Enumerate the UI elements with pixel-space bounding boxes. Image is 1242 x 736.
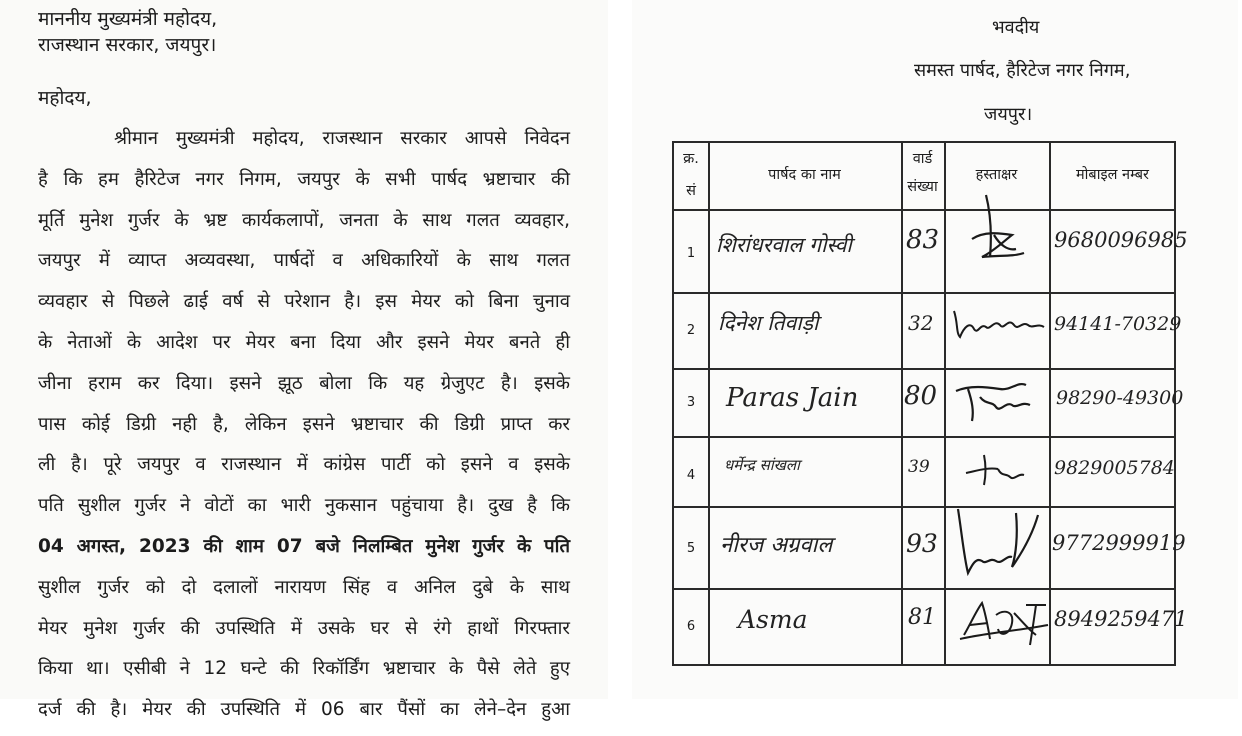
row-2-ward: 32 xyxy=(908,311,934,335)
row-4-mobile: 9829005784 xyxy=(1054,457,1175,479)
salutation: महोदय, xyxy=(38,87,92,109)
header-sn xyxy=(674,149,708,201)
closing-line-1: भवदीय xyxy=(992,17,1040,38)
address-line-2: राजस्थान सरकार, जयपुर। xyxy=(38,34,217,56)
header-mobile: मोबाइल नम्बर xyxy=(1076,167,1149,183)
councillor-table xyxy=(672,141,1188,666)
row-6-sn: 6 xyxy=(686,619,696,634)
row-4-ward: 39 xyxy=(908,457,930,477)
row-6-name: Asma xyxy=(738,605,808,634)
row-1-name: शिरांधरवाल गोस्वी xyxy=(716,233,852,257)
row-3-sn: 3 xyxy=(686,395,696,410)
row-1-sn: 1 xyxy=(686,246,696,261)
row-5-ward: 93 xyxy=(906,529,938,558)
header-sn-top: क्र. xyxy=(683,151,699,167)
body-line: है कि हम हैरिटेज नगर निगम, जयपुर के सभी पार्षद भ्रष्टाचार की xyxy=(38,168,570,190)
closing-line-3: जयपुर। xyxy=(984,104,1033,125)
header-sn-bottom: सं xyxy=(686,183,696,199)
row-1-mobile: 9680096985 xyxy=(1054,228,1188,252)
body-line: श्रीमान मुख्यमंत्री महोदय, राजस्थान सरकार आपसे निवेदन xyxy=(114,128,570,149)
row-6-mobile: 8949259471 xyxy=(1054,607,1188,631)
row-3-name: Paras Jain xyxy=(726,383,859,413)
header-ward xyxy=(901,149,944,197)
row-3-mobile: 98290-49300 xyxy=(1056,387,1184,409)
body-line: के नेताओं के आदेश पर मेयर बना दिया और इसने मेयर बनते ही xyxy=(38,331,570,353)
letter-page xyxy=(0,0,608,721)
header-ward-bottom: संख्या xyxy=(907,179,938,195)
body-line: किया था। एसीबी ने 12 घन्टे की रिकॉर्डिंग भ्रष्टाचार के पैसे लेते हुए xyxy=(38,658,570,680)
address-line-1: माननीय मुख्यमंत्री महोदय, xyxy=(38,8,218,30)
header-ward-top: वार्ड xyxy=(912,151,933,167)
row-3-signature xyxy=(950,371,1050,427)
letter-body xyxy=(38,124,570,736)
body-line: जयपुर में व्याप्त अव्यवस्था, पार्षदों व अधिकारियों के साथ गलत xyxy=(38,250,570,272)
row-6-signature xyxy=(956,595,1052,651)
row-5-mobile: 9772999919 xyxy=(1052,531,1186,555)
header-name: पार्षद का नाम xyxy=(768,167,841,183)
body-line: व्यवहार से पिछले ढाई वर्ष से परेशान है। इस मेयर को बिना चुनाव xyxy=(38,291,570,313)
body-line: 04 अगस्त, 2023 की शाम 07 बजे निलम्बित मुनेश गुर्जर के पति xyxy=(38,535,570,557)
closing-line-2: समस्त पार्षद, हैरिटेज नगर निगम, xyxy=(914,60,1131,81)
header-signature: हस्ताक्षर xyxy=(975,167,1018,183)
row-5-sn: 5 xyxy=(686,541,696,556)
row-5-signature xyxy=(946,495,1046,581)
body-line: मूर्ति मुनेश गुर्जर के भ्रष्ट कार्यकलापों, जनता के साथ गलत व्यवहार, xyxy=(38,209,570,231)
row-1-signature xyxy=(964,191,1034,271)
page-gap xyxy=(608,0,632,699)
row-4-name: धर्मेन्द्र सांखला xyxy=(724,456,800,474)
row-4-signature xyxy=(962,449,1032,489)
row-6-ward: 81 xyxy=(908,605,936,630)
row-4-sn: 4 xyxy=(686,468,696,483)
body-line: ली है। पूरे जयपुर व राजस्थान में कांग्रेस पार्टी को इसने व इसके xyxy=(38,454,570,476)
body-line: सुशील गुर्जर को दो दलालों नारायण सिंह व अनिल दुबे के साथ xyxy=(38,576,570,598)
body-line: मेयर मुनेश गुर्जर की उपस्थिति में उसके घर से रंगे हाथों गिरफ्तार xyxy=(38,617,570,639)
row-1-ward: 83 xyxy=(906,225,940,255)
body-line: जीना हराम कर दिया। इसने झूठ बोला कि यह ग्रेजुएट है। इसके xyxy=(38,372,570,394)
body-line: दर्ज की है। मेयर की उपस्थिति में 06 बार पैंसों का लेने–देन हुआ xyxy=(38,699,570,721)
signature-page xyxy=(632,0,1238,699)
row-2-mobile: 94141-70329 xyxy=(1054,313,1182,335)
row-5-name: नीरज अग्रवाल xyxy=(720,533,833,558)
body-line: पास कोई डिग्री नही है, लेकिन इसने भ्रष्टाचार की डिग्री प्राप्त कर xyxy=(38,413,570,435)
row-2-name: दिनेश तिवाड़ी xyxy=(718,311,819,335)
row-2-sn: 2 xyxy=(686,323,696,338)
body-line: पति सुशील गुर्जर ने वोटों का भारी नुकसान पहुंचाया है। दुख है कि xyxy=(38,495,570,517)
row-2-signature xyxy=(950,303,1050,343)
row-3-ward: 80 xyxy=(904,381,938,411)
